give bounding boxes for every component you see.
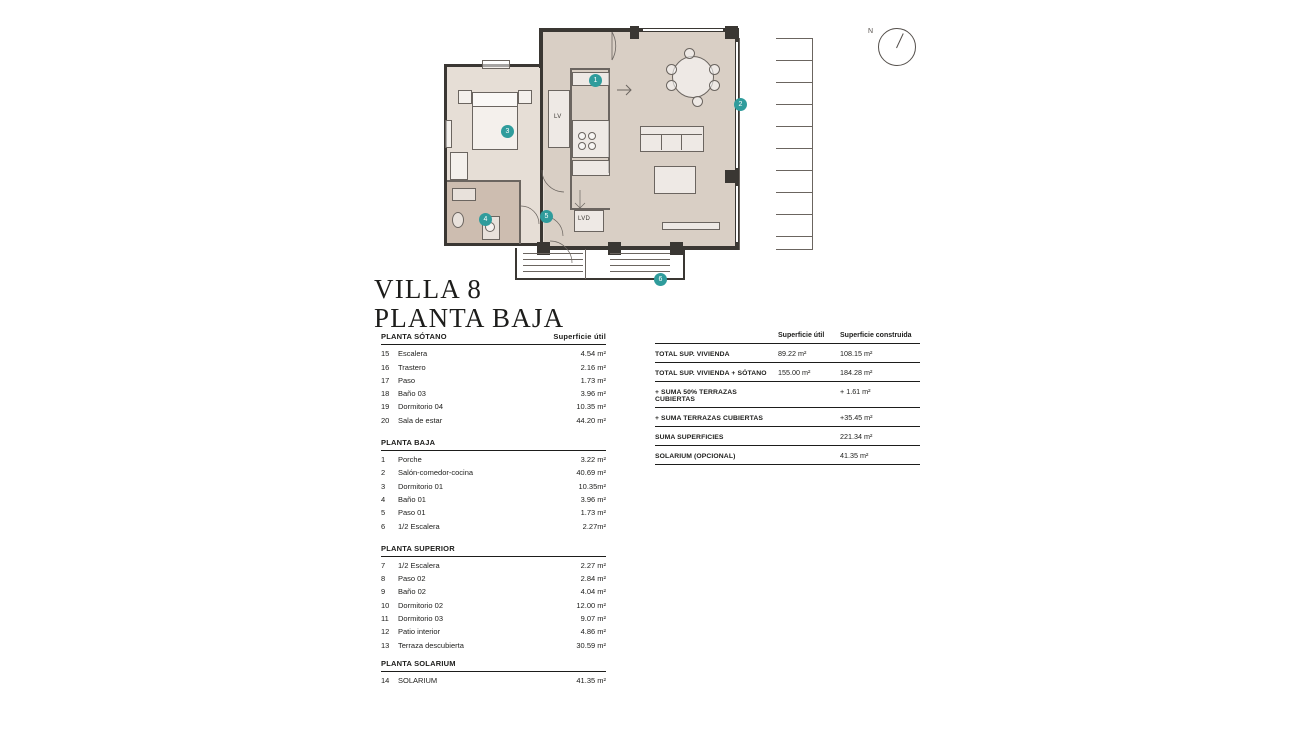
section-title: PLANTA SÓTANO: [381, 332, 447, 341]
row-number: 8: [381, 574, 386, 584]
table-row: [381, 358, 606, 371]
summary-value-built: 184.28 m²: [840, 368, 873, 377]
row-number: 10: [381, 600, 390, 610]
summary-value-util: 155.00 m²: [778, 368, 811, 377]
row-name: Dormitorio 03: [398, 614, 444, 624]
row-number: 17: [381, 375, 390, 385]
entry-arrow-icon: [615, 82, 637, 98]
table-row: [381, 504, 606, 517]
summary-label: SUMA SUPERFICIES: [655, 434, 724, 441]
table-row: [381, 477, 606, 490]
row-number: 19: [381, 402, 390, 412]
summary-row: [655, 343, 920, 362]
table-row: [381, 636, 606, 649]
row-name: Dormitorio 04: [398, 402, 444, 412]
header-surface-util: Superficie útil: [778, 332, 825, 339]
summary-row: [655, 426, 920, 445]
summary-row: [655, 407, 920, 426]
row-name: 1/2 Escalera: [398, 521, 440, 531]
row-value: 4.86 m²: [580, 627, 606, 637]
row-value: 30.59 m²: [576, 640, 606, 650]
section-title: PLANTA SUPERIOR: [381, 543, 455, 553]
table-row: [381, 372, 606, 385]
row-value: 44.20 m²: [576, 415, 606, 425]
row-number: 6: [381, 521, 386, 531]
header-surface-built: Superficie construida: [840, 332, 912, 339]
row-name: Dormitorio 01: [398, 481, 444, 491]
row-name: Sala de estar: [398, 415, 443, 425]
summary-table-header: [655, 332, 920, 343]
row-value: 2.84 m²: [580, 574, 606, 584]
floor-plan-drawing: [430, 20, 910, 283]
room-schedule-table: [381, 332, 606, 688]
row-number: 2: [381, 468, 386, 478]
row-value: 41.35 m²: [576, 675, 606, 685]
row-number: 11: [381, 614, 389, 624]
row-name: Trastero: [398, 362, 426, 372]
title-line-2: PLANTA BAJA: [374, 303, 565, 333]
section-header-basement: [381, 332, 606, 345]
plan-marker-2: 2: [734, 98, 747, 111]
row-name: Paso: [398, 375, 416, 385]
row-value: 2.27 m²: [580, 560, 606, 570]
plan-marker-6: 6: [654, 273, 667, 286]
section-header-ground-floor: [381, 438, 606, 451]
row-name: Baño 01: [398, 494, 426, 504]
table-row: [381, 583, 606, 596]
row-value: 40.69 m²: [576, 468, 606, 478]
section-header-solarium: [381, 659, 606, 672]
plan-marker-5: 5: [540, 210, 553, 223]
row-name: 1/2 Escalera: [398, 560, 440, 570]
table-row: [381, 517, 606, 530]
column-header-surface: Superficie útil: [553, 332, 606, 341]
summary-value-built: 41.35 m²: [840, 451, 869, 460]
plan-marker-3: 3: [501, 125, 514, 138]
row-name: Porche: [398, 455, 422, 465]
table-row: [381, 491, 606, 504]
row-value: 10.35 m²: [576, 402, 606, 412]
table-row: [381, 623, 606, 636]
summary-label: TOTAL SUP. VIVIENDA: [655, 351, 730, 358]
summary-row: [655, 362, 920, 381]
row-name: Paso 01: [398, 508, 426, 518]
row-name: Salón-comedor-cocina: [398, 468, 474, 478]
section-rows-solarium: [381, 672, 606, 688]
row-number: 5: [381, 508, 386, 518]
row-name: Escalera: [398, 349, 428, 359]
table-row: [381, 570, 606, 583]
row-number: 20: [381, 415, 390, 425]
summary-value-built: 221.34 m²: [840, 432, 873, 441]
title-line-1: VILLA 8: [374, 274, 483, 304]
table-row: [381, 596, 606, 609]
table-row: [381, 557, 606, 570]
row-number: 15: [381, 349, 390, 359]
summary-table: [655, 332, 920, 465]
washer-dryer-label: LVD: [578, 216, 591, 222]
row-number: 3: [381, 481, 386, 491]
summary-value-built: 108.15 m²: [840, 349, 873, 358]
row-value: 12.00 m²: [576, 600, 606, 610]
row-number: 9: [381, 587, 386, 597]
summary-label: TOTAL SUP. VIVIENDA + SÓTANO: [655, 370, 767, 377]
row-number: 12: [381, 627, 390, 637]
row-name: Terraza descubierta: [398, 640, 464, 650]
section-rows-basement: [381, 345, 606, 428]
table-row: [381, 385, 606, 398]
summary-label: SOLARIUM (OPCIONAL): [655, 453, 736, 460]
table-row: [381, 672, 606, 685]
plan-marker-4: 4: [479, 213, 492, 226]
summary-value-util: 89.22 m²: [778, 349, 807, 358]
compass-rose: [868, 22, 918, 72]
summary-value-built: + 1.61 m²: [840, 387, 871, 396]
plan-marker-1: 1: [589, 74, 602, 87]
row-number: 4: [381, 494, 386, 504]
row-name: Paso 02: [398, 574, 426, 584]
row-value: 1.73 m²: [580, 508, 606, 518]
section-header-upper-floor: [381, 544, 606, 557]
row-value: 10.35m²: [578, 481, 606, 491]
table-row: [381, 451, 606, 464]
table-row: [381, 398, 606, 411]
section-title: PLANTA BAJA: [381, 437, 436, 447]
row-number: 7: [381, 560, 386, 570]
row-value: 3.96 m²: [580, 389, 606, 399]
row-value: 4.04 m²: [580, 587, 606, 597]
dishwasher-label: LV: [554, 114, 562, 120]
row-value: 2.16 m²: [580, 362, 606, 372]
table-row: [381, 610, 606, 623]
row-value: 3.22 m²: [580, 455, 606, 465]
row-name: Dormitorio 02: [398, 600, 444, 610]
summary-row: [655, 381, 920, 407]
row-value: 4.54 m²: [580, 349, 606, 359]
summary-value-built: +35.45 m²: [840, 413, 873, 422]
row-name: SOLARIUM: [398, 675, 438, 685]
table-row: [381, 411, 606, 424]
section-rows-upper-floor: [381, 557, 606, 653]
summary-label: + SUMA 50% TERRAZAS CUBIERTAS: [655, 389, 737, 403]
section-title: PLANTA SOLARIUM: [381, 658, 456, 668]
row-value: 3.96 m²: [580, 494, 606, 504]
row-value: 9.07 m²: [580, 614, 606, 624]
row-value: 1.73 m²: [580, 375, 606, 385]
row-number: 16: [381, 362, 390, 372]
row-name: Patio interior: [398, 627, 441, 637]
summary-label: + SUMA TERRAZAS CUBIERTAS: [655, 415, 764, 422]
row-number: 13: [381, 640, 390, 650]
row-value: 2.27m²: [582, 521, 606, 531]
row-number: 1: [381, 455, 386, 465]
door-swings: [430, 20, 910, 280]
compass-north-label: N: [868, 28, 874, 35]
summary-row: [655, 445, 920, 465]
row-number: 18: [381, 389, 390, 399]
row-name: Baño 02: [398, 587, 426, 597]
page-title: [374, 275, 564, 333]
section-rows-ground-floor: [381, 451, 606, 534]
row-name: Baño 03: [398, 389, 426, 399]
table-row: [381, 464, 606, 477]
row-number: 14: [381, 675, 390, 685]
table-row: [381, 345, 606, 358]
